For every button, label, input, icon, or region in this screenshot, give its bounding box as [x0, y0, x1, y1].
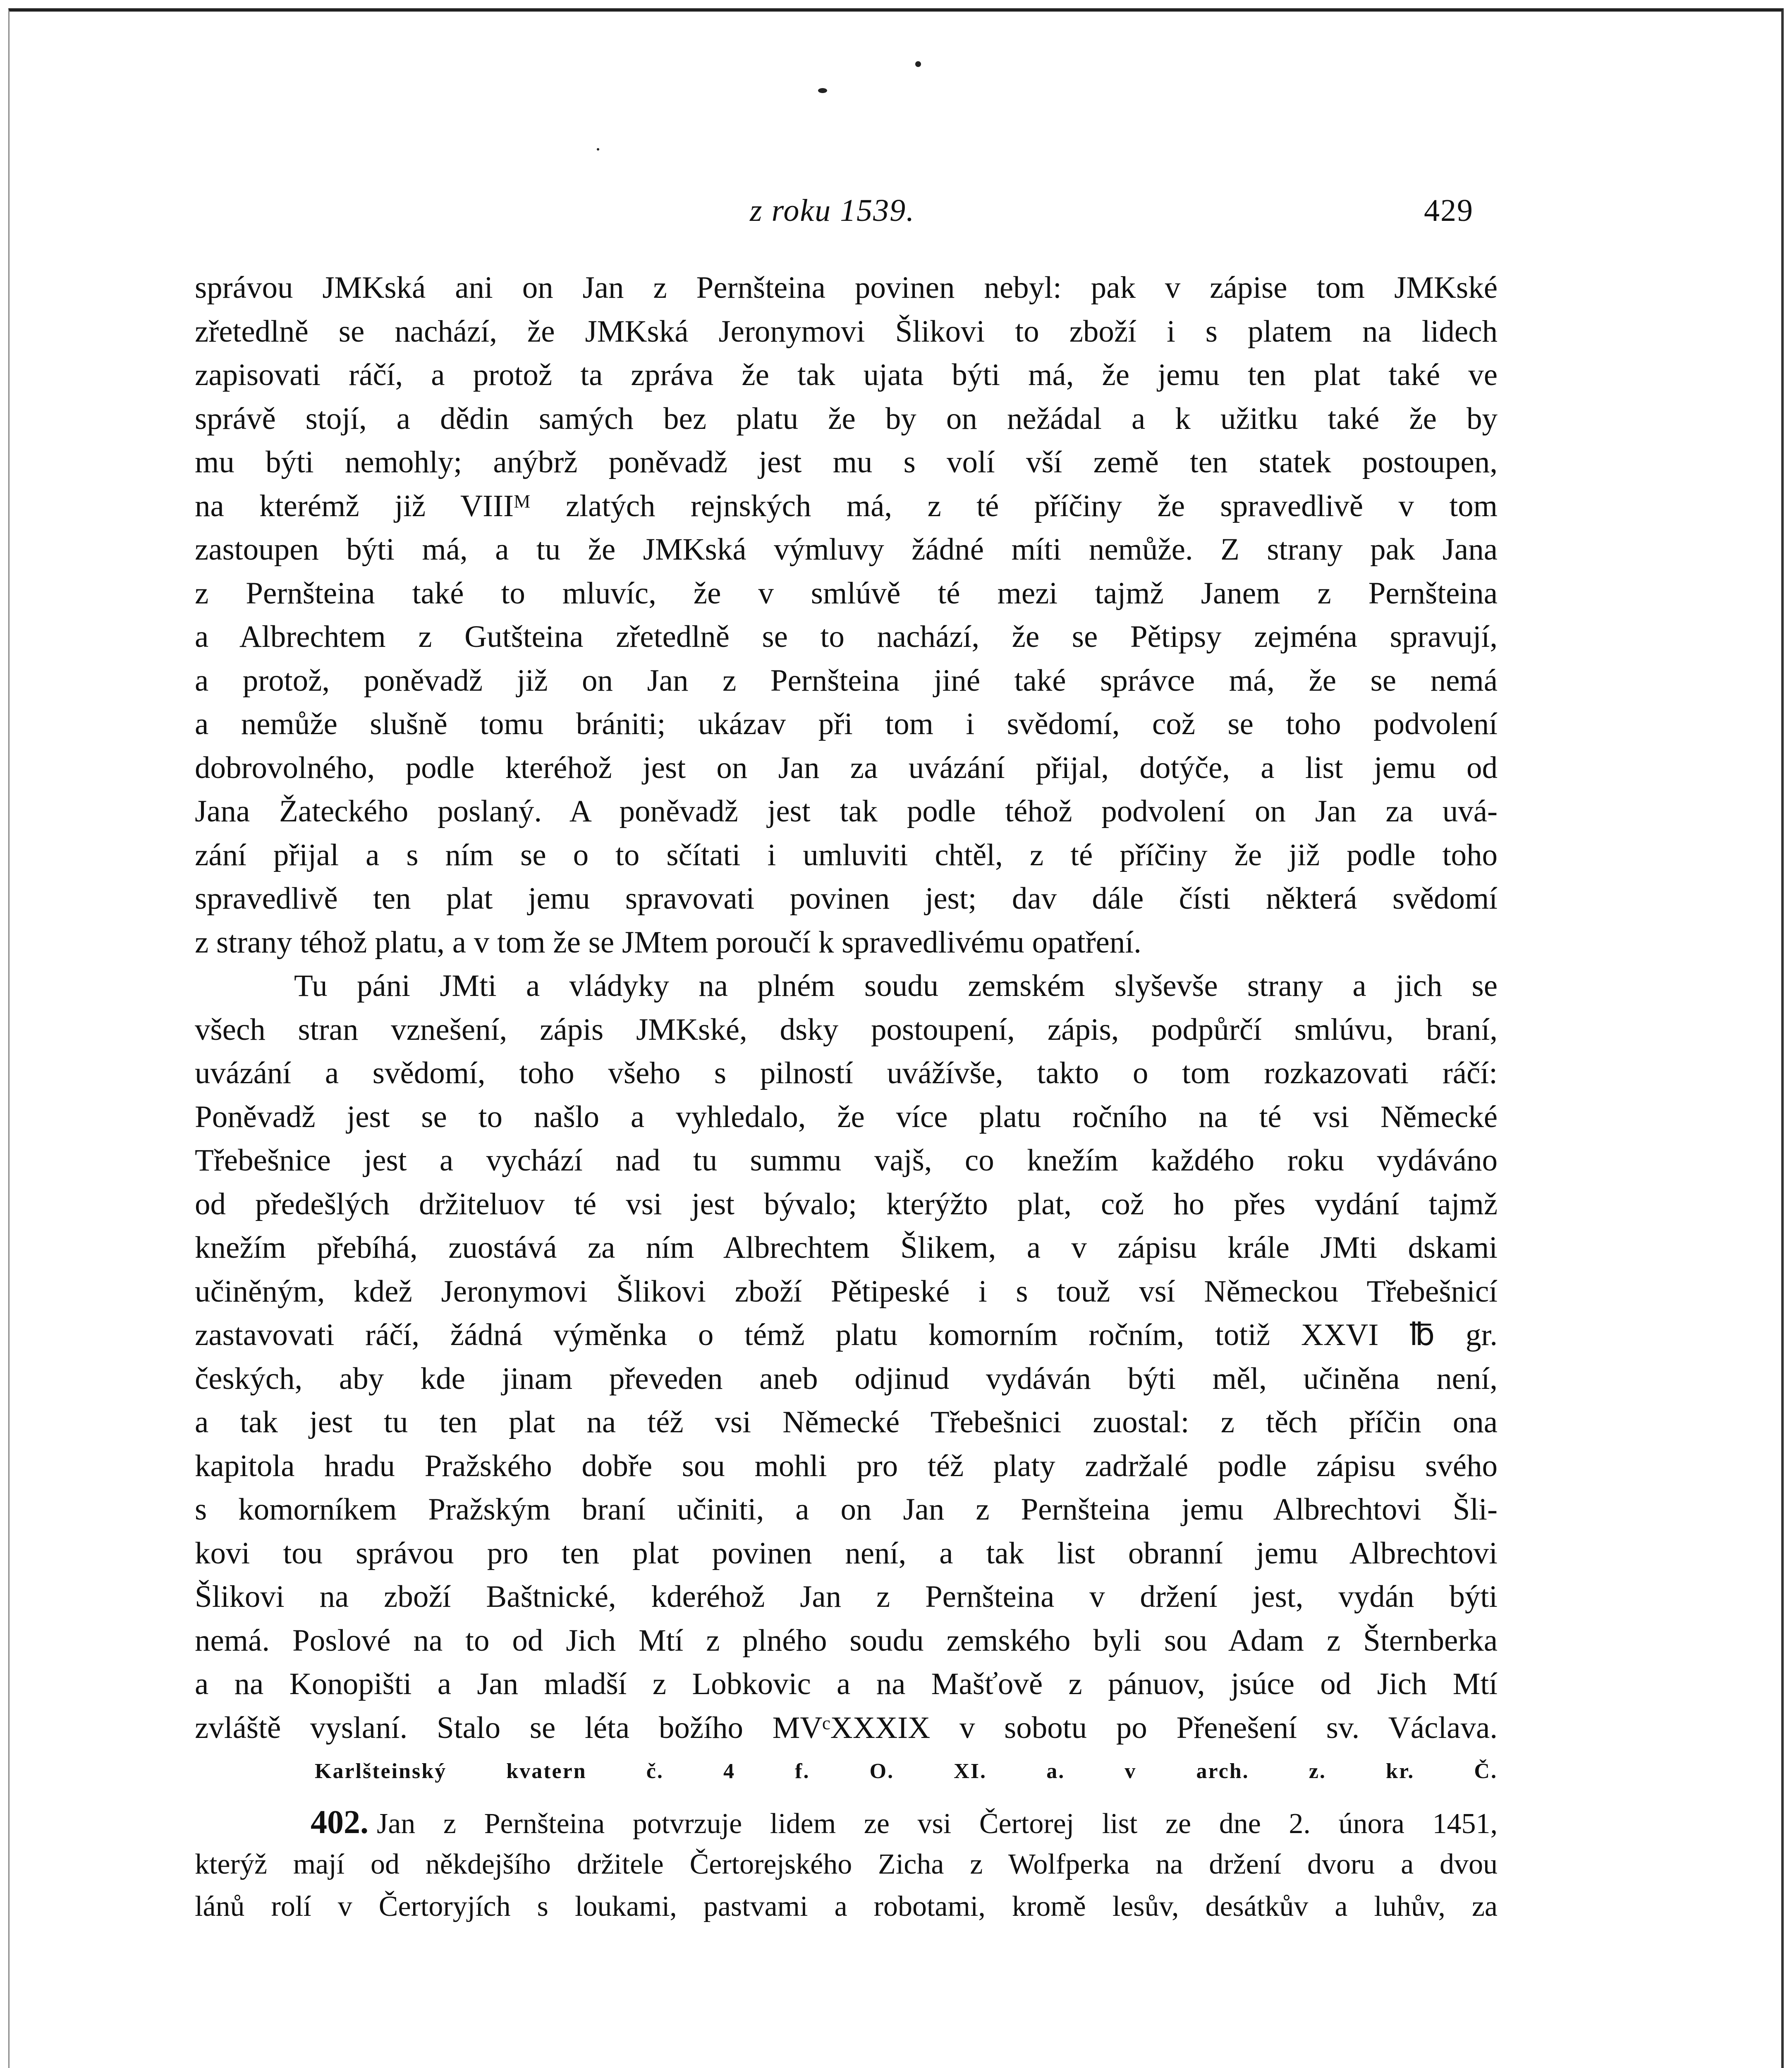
text-line: a Albrechtem z Gutšteina zřetedlně se to nachází, že se Pětipsy zejména spravují, — [195, 620, 1498, 654]
entry-line: kterýž mají od někdejšího držitele Čertorejského Zicha z Wolfperka na držení dvoru a dvou — [195, 1848, 1498, 1880]
source-note: Karlšteinský kvatern č. 4 f. O. XI. a. v arch. z. kr. Č. — [315, 1759, 1498, 1783]
main-text — [195, 266, 1498, 1928]
text-line: nemá. Poslové na to od Jich Mtí z plného soudu zemského byli sou Adam z Šternberka — [195, 1623, 1498, 1658]
text-line: zastavovati ráčí, žádná výměnka o témž platu komorním ročním, totiž XXVI ℔ gr. — [195, 1318, 1498, 1352]
text-line: a tak jest tu ten plat na též vsi Německé Třebešnici zuostal: z těch příčin ona — [195, 1405, 1498, 1439]
text-line: zání přijal a s ním se o to sčítati i umluviti chtěl, z té příčiny že již podle toho — [195, 838, 1498, 872]
text-line: uvázání a svědomí, toho všeho s pilností uvážívše, takto o tom rozkazovati ráčí: — [195, 1056, 1498, 1090]
text-line: Šlikovi na zboží Baštnické, kderéhož Jan z Pernšteina v držení jest, vydán býti — [195, 1580, 1498, 1614]
text-line: z Pernšteina také to mluvíc, že v smlúvě té mezi tajmž Janem z Pernšteina — [195, 576, 1498, 610]
entry-line: lánů rolí v Čertoryjích s loukami, pastvami a robotami, kromě lesův, desátkův a luhův, za — [195, 1891, 1498, 1922]
print-speck — [915, 61, 921, 67]
text-line: knežím přebíhá, zuostává za ním Albrechtem Šlikem, a v zápisu krále JMti dskami — [195, 1230, 1498, 1265]
text-line: správě stojí, a dědin samých bez platu že by on nežádal a k užitku také že by — [195, 401, 1498, 436]
text-line: zřetedlně se nachází, že JMKská Jeronymovi Šlikovi to zboží i s platem na lidech — [195, 314, 1498, 349]
text-line: a nemůže slušně tomu brániti; ukázav při tom i svědomí, což se toho podvolení — [195, 707, 1498, 741]
text-line: zvláště vyslaní. Stalo se léta božího MVᶜXXXIX v sobotu po Přenešení sv. Václava. — [195, 1710, 1498, 1745]
print-speck — [818, 88, 827, 93]
text-line: a protož, poněvadž již on Jan z Pernšteina jiné také správce má, že se nemá — [195, 663, 1498, 698]
text-line: spravedlivě ten plat jemu spravovati povinen jest; dav dále čísti některá svědomí — [195, 881, 1498, 916]
entry-text: Jan z Pernšteina potvrzuje lidem ze vsi Čertorej list ze dne 2. února 1451, — [377, 1808, 1498, 1840]
text-line: všech stran vznešení, zápis JMKské, dsky postoupení, zápis, podpůrčí smlúvu, braní, — [195, 1012, 1498, 1047]
text-line: na kterémž již VIIIᴹ zlatých rejnských má, z té příčiny že spravedlivě v tom — [195, 488, 1498, 523]
text-line: Tu páni JMti a vládyky na plném soudu zemském slyševše strany a jich se — [294, 969, 1498, 1003]
text-line: kapitola hradu Pražského dobře sou mohli pro též platy zadržalé podle zápisu svého — [195, 1448, 1498, 1483]
text-line: od předešlých držiteluov té vsi jest bývalo; kterýžto plat, což ho přes vydání tajmž — [195, 1187, 1498, 1221]
text-line: dobrovolného, podle kteréhož jest on Jan za uvázání přijal, dotýče, a list jemu od — [195, 750, 1498, 785]
page-header — [10, 193, 1781, 242]
entry-402 — [195, 1801, 1498, 1928]
entry-number: 402. — [311, 1804, 368, 1841]
text-line: s komorníkem Pražským braní učiniti, a on Jan z Pernšteina jemu Albrechtovi Šli- — [195, 1492, 1498, 1527]
text-line: mu býti nemohly; anýbrž poněvadž jest mu s volí vší země ten statek postoupen, — [195, 445, 1498, 479]
running-title: z roku 1539. — [750, 193, 915, 228]
text-line: českých, aby kde jinam převeden aneb odjinud vydáván býti měl, učiněna není, — [195, 1361, 1498, 1396]
text-line: zastoupen býti má, a tu že JMKská výmluvy žádné míti nemůže. Z strany pak Jana — [195, 532, 1498, 567]
spacer — [195, 1793, 1498, 1801]
text-line: kovi tou správou pro ten plat povinen není, a tak list obranní jemu Albrechtovi — [195, 1536, 1498, 1570]
text-line: z strany téhož platu, a v tom že se JMtem poroučí k spravedlivému opatření. — [195, 925, 1141, 960]
text-line: Jana Žateckého poslaný. A poněvadž jest tak podle téhož podvolení on Jan za uvá- — [195, 794, 1498, 828]
text-line: Třebešnice jest a vychází nad tu summu vajš, co knežím každého roku vydáváno — [195, 1143, 1498, 1178]
document-page — [8, 8, 1784, 2068]
text-line: zapisovati ráčí, a protož ta zpráva že tak ujata býti má, že jemu ten plat také ve — [195, 358, 1498, 392]
text-line: Poněvadž jest se to našlo a vyhledalo, že více platu ročního na té vsi Německé — [195, 1099, 1498, 1134]
paragraph-continuation — [195, 266, 1498, 964]
text-line: učiněným, kdež Jeronymovi Šlikovi zboží Pětipeské i s touž vsí Německou Třebešnicí — [195, 1274, 1498, 1309]
page-number: 429 — [1424, 193, 1474, 228]
print-speck — [597, 148, 599, 151]
paragraph-verdict — [195, 964, 1498, 1750]
entry-first-line — [195, 1801, 1498, 1843]
text-line: správou JMKská ani on Jan z Pernšteina povinen nebyl: pak v zápise tom JMKské — [195, 270, 1498, 305]
text-line: a na Konopišti a Jan mladší z Lobkovic a na Mašťově z pánuov, jsúce od Jich Mtí — [195, 1667, 1498, 1701]
